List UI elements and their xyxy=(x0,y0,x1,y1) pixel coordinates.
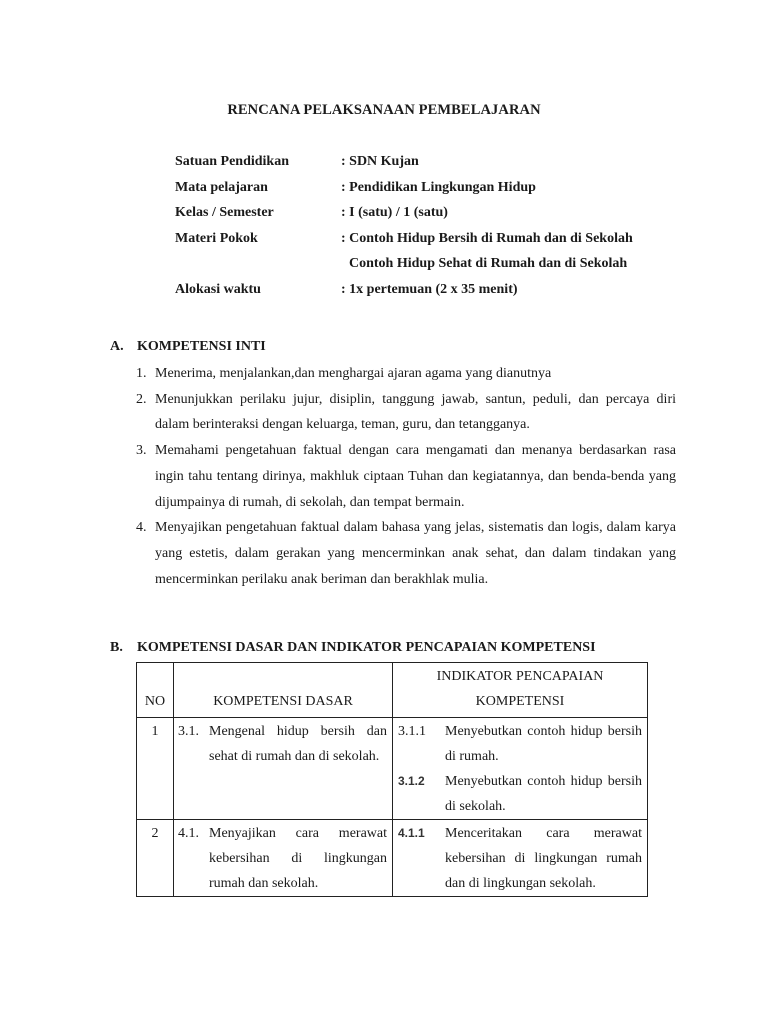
table-row xyxy=(137,820,648,897)
indicator-code: 3.1.2 xyxy=(398,774,425,788)
kd-description: Menyajikan cara merawat kebersihan di lingkungan rumah dan sekolah. xyxy=(209,826,387,891)
section-b-heading xyxy=(110,640,596,656)
table-header-row xyxy=(137,663,648,718)
table-row xyxy=(137,718,648,820)
kompetensi-inti-list xyxy=(136,361,676,592)
kd-cell xyxy=(174,820,393,897)
identity-label: Kelas / Semester xyxy=(175,205,274,220)
list-text: Menyajikan pengetahuan faktual dalam bahasa yang jelas, sistematis dan logis, dalam karya yang estetis, dalam gerakan yang mencerminkan anak sehat, dan dalam tindakan yang mencerminkan perilaku anak beriman dan berakhlak mulia. xyxy=(155,520,676,587)
indicator-code: 4.1.1 xyxy=(398,826,425,840)
kd-text xyxy=(178,719,387,769)
section-letter: B. xyxy=(110,640,123,655)
list-number: 4. xyxy=(136,520,147,536)
identity-value: : Contoh Hidup Bersih di Rumah dan di Sekolah xyxy=(341,230,633,246)
list-item xyxy=(136,387,676,438)
indicator-text: Menyebutkan contoh hidup bersih di rumah. xyxy=(445,724,642,764)
indicator-text: Menceritakan cara merawat kebersihan di lingkungan rumah dan di lingkungan sekolah. xyxy=(445,826,642,891)
indicator-cell xyxy=(393,718,648,820)
row-number: 2 xyxy=(137,820,174,897)
header-indikator-line1: INDIKATOR PENCAPAIAN xyxy=(436,669,604,684)
kd-cell xyxy=(174,718,393,820)
list-item xyxy=(136,361,676,387)
document-title: RENCANA PELAKSANAAN PEMBELAJARAN xyxy=(227,102,541,118)
indicator-item xyxy=(397,719,642,769)
row-number: 1 xyxy=(137,718,174,820)
identity-value: : 1x pertemuan (2 x 35 menit) xyxy=(341,281,518,297)
identity-label: Materi Pokok xyxy=(175,230,258,246)
identity-label: Alokasi waktu xyxy=(175,281,261,297)
list-item xyxy=(136,515,676,592)
kompetensi-dasar-table xyxy=(136,662,648,897)
section-a-heading xyxy=(110,339,266,355)
identity-value: : I (satu) / 1 (satu) xyxy=(341,205,448,220)
kd-number: 4.1. xyxy=(178,826,199,841)
identity-value-continued: Contoh Hidup Sehat di Rumah dan di Sekolah xyxy=(349,256,628,271)
list-number: 1. xyxy=(136,366,147,381)
identity-value: : SDN Kujan xyxy=(341,154,419,169)
kd-description: Mengenal hidup bersih dan sehat di rumah dan di sekolah. xyxy=(209,724,387,764)
list-text: Menunjukkan perilaku jujur, disiplin, tanggung jawab, santun, peduli, dan percaya diri dalam berinteraksi dengan keluarga, teman, guru, dan tetangganya. xyxy=(155,391,676,433)
kd-text xyxy=(178,821,387,896)
identity-value: : Pendidikan Lingkungan Hidup xyxy=(341,179,536,195)
list-text: Memahami pengetahuan faktual dengan cara mengamati dan menanya berdasarkan rasa ingin tahu tentang dirinya, makhluk ciptaan Tuhan dan kegiatannya, dan benda-benda yang dijumpainya di rumah, di sekolah, dan tempat bermain. xyxy=(155,443,676,510)
identity-label: Mata pelajaran xyxy=(175,179,268,195)
section-letter: A. xyxy=(110,339,124,354)
header-kompetensi-dasar: KOMPETENSI DASAR xyxy=(174,663,393,718)
identity-label: Satuan Pendidikan xyxy=(175,154,289,169)
indicator-code: 3.1.1 xyxy=(398,724,426,739)
indicator-item xyxy=(397,821,642,896)
list-item xyxy=(136,438,676,515)
indicator-cell xyxy=(393,820,648,897)
header-no: NO xyxy=(137,663,174,718)
header-indikator xyxy=(393,663,648,718)
header-indikator-line2: KOMPETENSI xyxy=(475,694,565,709)
kd-number: 3.1. xyxy=(178,724,199,739)
list-text: Menerima, menjalankan,dan menghargai ajaran agama yang dianutnya xyxy=(155,366,552,381)
list-number: 2. xyxy=(136,391,147,407)
section-title: KOMPETENSI INTI xyxy=(137,339,266,354)
indicator-text: Menyebutkan contoh hidup bersih di sekolah. xyxy=(445,774,642,814)
indicator-item xyxy=(397,769,642,819)
section-title: KOMPETENSI DASAR DAN INDIKATOR PENCAPAIAN KOMPETENSI xyxy=(137,640,596,655)
list-number: 3. xyxy=(136,443,147,459)
